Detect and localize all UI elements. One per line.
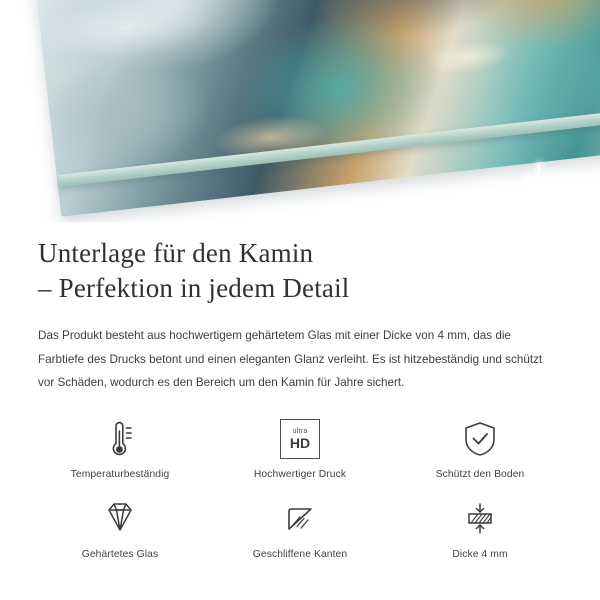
sparkle-icon bbox=[556, 182, 574, 200]
body-paragraph: Das Produkt besteht aus hochwertigem gehärtetem Glas mit einer Dicke von 4 mm, das die Farbtiefe des Drucks betont und einen eleganten Glanz verleiht. Es ist hitzebeständig und schützt vor Schäden, wodurch es den Bereich um den Kamin für Jahre sichert. bbox=[38, 329, 543, 389]
feature-temperature-resistant bbox=[30, 416, 210, 480]
feature-label: Gehärtetes Glas bbox=[81, 549, 159, 561]
feature-label: Temperaturbeständig bbox=[70, 469, 170, 481]
badge-small-text: ultra bbox=[292, 428, 308, 436]
glass-panel-artwork bbox=[33, 0, 600, 217]
headline-line-2: – Perfektion in jedem Detail bbox=[38, 273, 350, 304]
shield-check-icon bbox=[458, 416, 502, 462]
text-content bbox=[0, 222, 600, 394]
badge-big-text: HD bbox=[289, 435, 311, 452]
feature-grid bbox=[0, 416, 600, 560]
feature-label: Hochwertiger Druck bbox=[253, 469, 347, 481]
feature-label: Geschliffene Kanten bbox=[252, 549, 348, 561]
feature-polished-edges bbox=[210, 496, 390, 560]
sparkle-icon bbox=[538, 196, 550, 208]
feature-tempered-glass bbox=[30, 496, 210, 560]
headline-line-1: Unterlage für den Kamin bbox=[38, 238, 314, 268]
feature-high-quality-print bbox=[210, 416, 390, 480]
feature-label: Schützt den Boden bbox=[435, 469, 525, 481]
feature-protects-floor bbox=[390, 416, 570, 480]
polished-edges-icon bbox=[278, 496, 322, 542]
thickness-arrows-icon bbox=[458, 496, 502, 542]
diamond-icon bbox=[98, 496, 142, 542]
hero-product-image bbox=[0, 0, 600, 222]
sparkle-icon bbox=[524, 164, 554, 194]
feature-thickness bbox=[390, 496, 570, 560]
ultra-hd-badge-icon bbox=[280, 416, 320, 462]
thermometer-icon bbox=[98, 416, 142, 462]
feature-label: Dicke 4 mm bbox=[452, 549, 508, 561]
page-title bbox=[38, 236, 562, 306]
